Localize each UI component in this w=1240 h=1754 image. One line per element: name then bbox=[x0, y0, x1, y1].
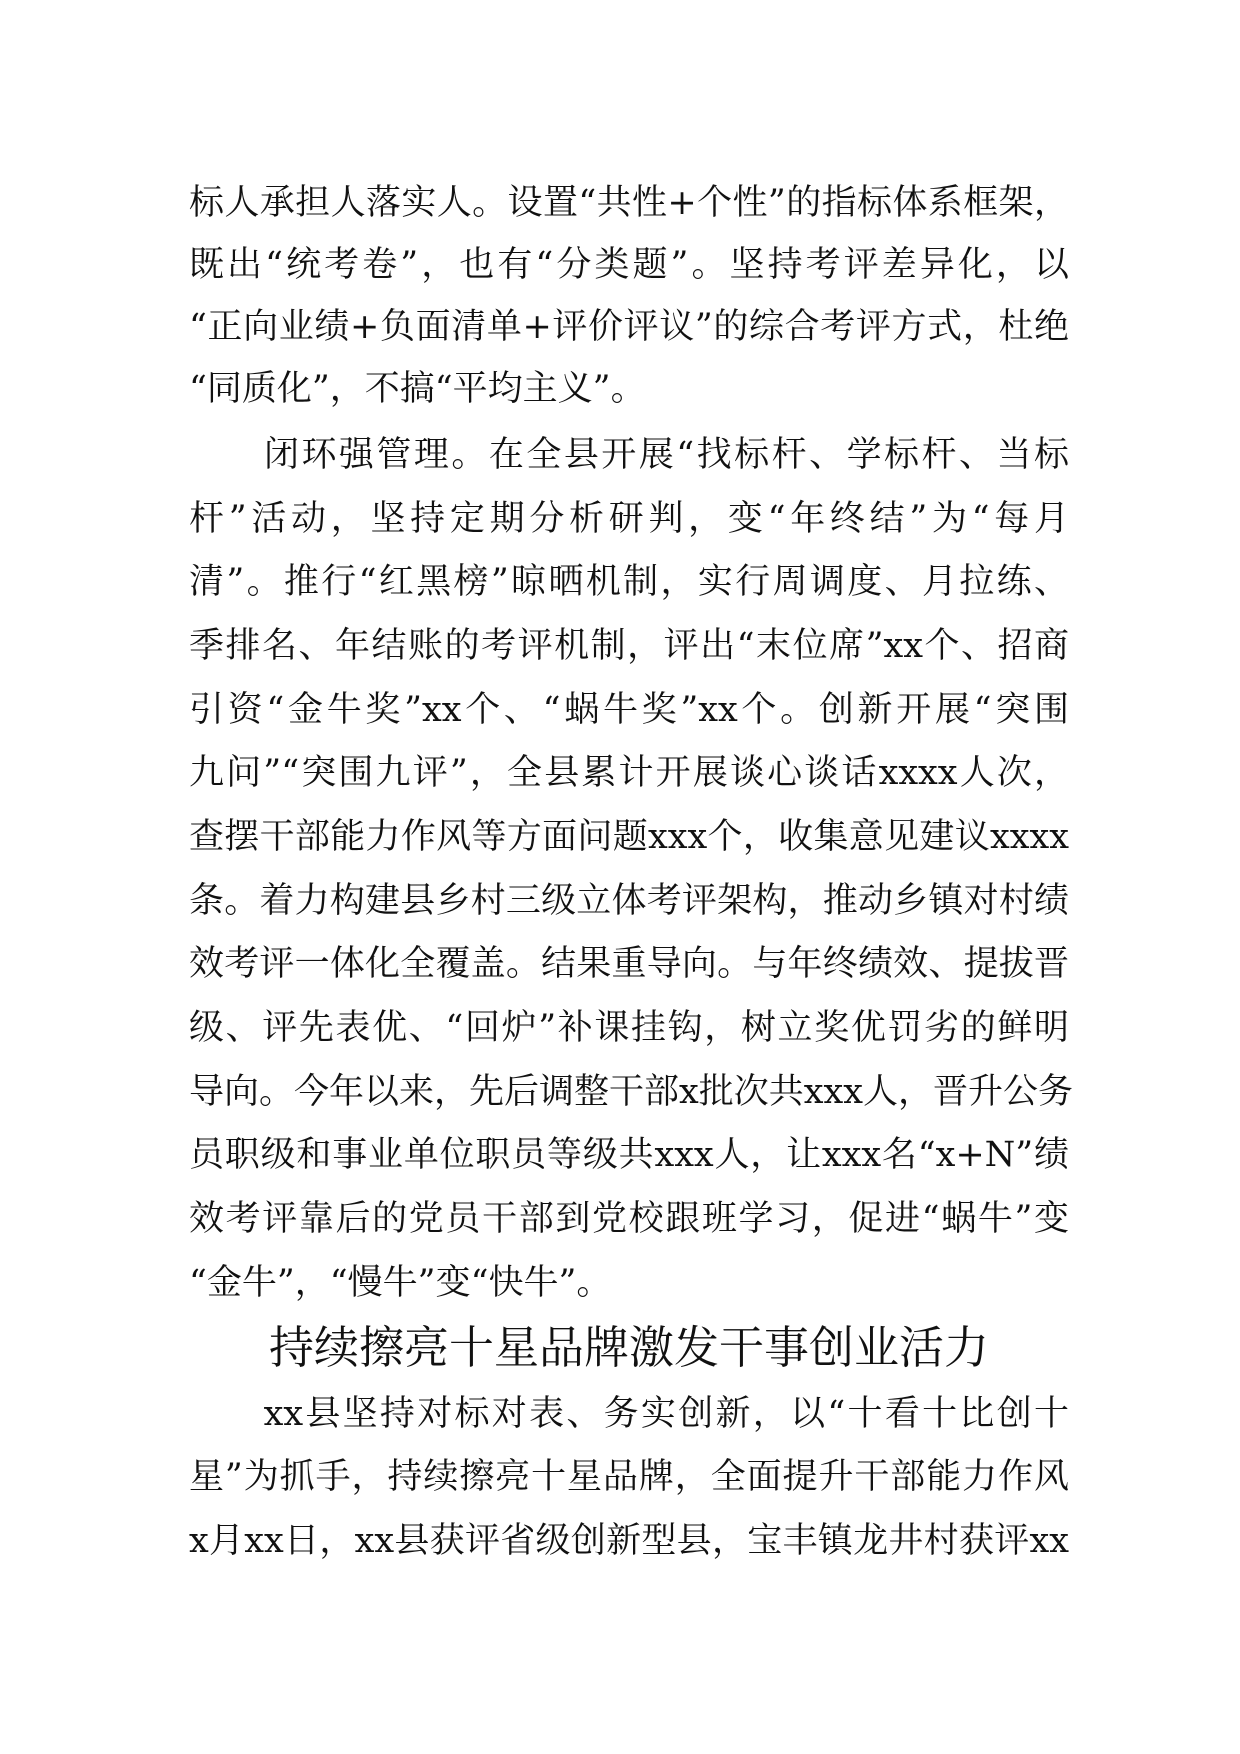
text-line: 导向。今年以来，先后调整干部x批次共xxx人，晋升公务 bbox=[189, 1072, 1073, 1112]
text-line: 星”为抓手，持续擦亮十星品牌，全面提升干部能力作风 bbox=[189, 1457, 1069, 1497]
text-line: “正向业绩+负面清单+评价评议”的综合考评方式，杜绝 bbox=[189, 307, 1069, 347]
text-line: “同质化”，不搞“平均主义”。 bbox=[189, 369, 646, 409]
text-line: 级、评先表优、“回炉”补课挂钩，树立奖优罚劣的鲜明 bbox=[189, 1008, 1069, 1048]
text-line: 闭环强管理。在全县开展“找标杆、学标杆、当标 bbox=[189, 435, 1069, 475]
text-line: xx县坚持对标对表、务实创新，以“十看十比创十 bbox=[189, 1394, 1069, 1434]
text-line: 查摆干部能力作风等方面问题xxx个，收集意见建议xxxx bbox=[189, 817, 1069, 857]
text-line: 季排名、年结账的考评机制，评出“末位席”xx个、招商 bbox=[189, 626, 1070, 666]
text-line: 引资“金牛奖”xx个、“蜗牛奖”xx个。创新开展“突围 bbox=[189, 690, 1069, 730]
text-line: “金牛”，“慢牛”变“快牛”。 bbox=[189, 1263, 612, 1303]
text-line: 效考评靠后的党员干部到党校跟班学习，促进“蜗牛”变 bbox=[189, 1199, 1069, 1239]
text-line: 效考评一体化全覆盖。结果重导向。与年终绩效、提拔晋 bbox=[189, 944, 1069, 984]
text-line: x月xx日，xx县获评省级创新型县，宝丰镇龙井村获评xx bbox=[189, 1521, 1069, 1561]
text-line: 杆”活动，坚持定期分析研判，变“年终结”为“每月 bbox=[189, 499, 1069, 539]
text-line: 清”。推行“红黑榜”晾晒机制，实行周调度、月拉练、 bbox=[189, 562, 1069, 602]
text-line: 员职级和事业单位职员等级共xxx人，让xxx名“x+N”绩 bbox=[189, 1135, 1069, 1175]
text-line: 标人承担人落实人。设置“共性+个性”的指标体系框架， bbox=[189, 183, 1069, 223]
section-heading: 持续擦亮十星品牌激发干事创业活力 bbox=[268, 1321, 989, 1374]
text-line: 既出“统考卷”，也有“分类题”。坚持考评差异化，以 bbox=[189, 245, 1069, 285]
text-line: 条。着力构建县乡村三级立体考评架构，推动乡镇对村绩 bbox=[189, 881, 1069, 921]
text-line: 九问”“突围九评”，全县累计开展谈心谈话xxxx人次， bbox=[189, 753, 1069, 793]
